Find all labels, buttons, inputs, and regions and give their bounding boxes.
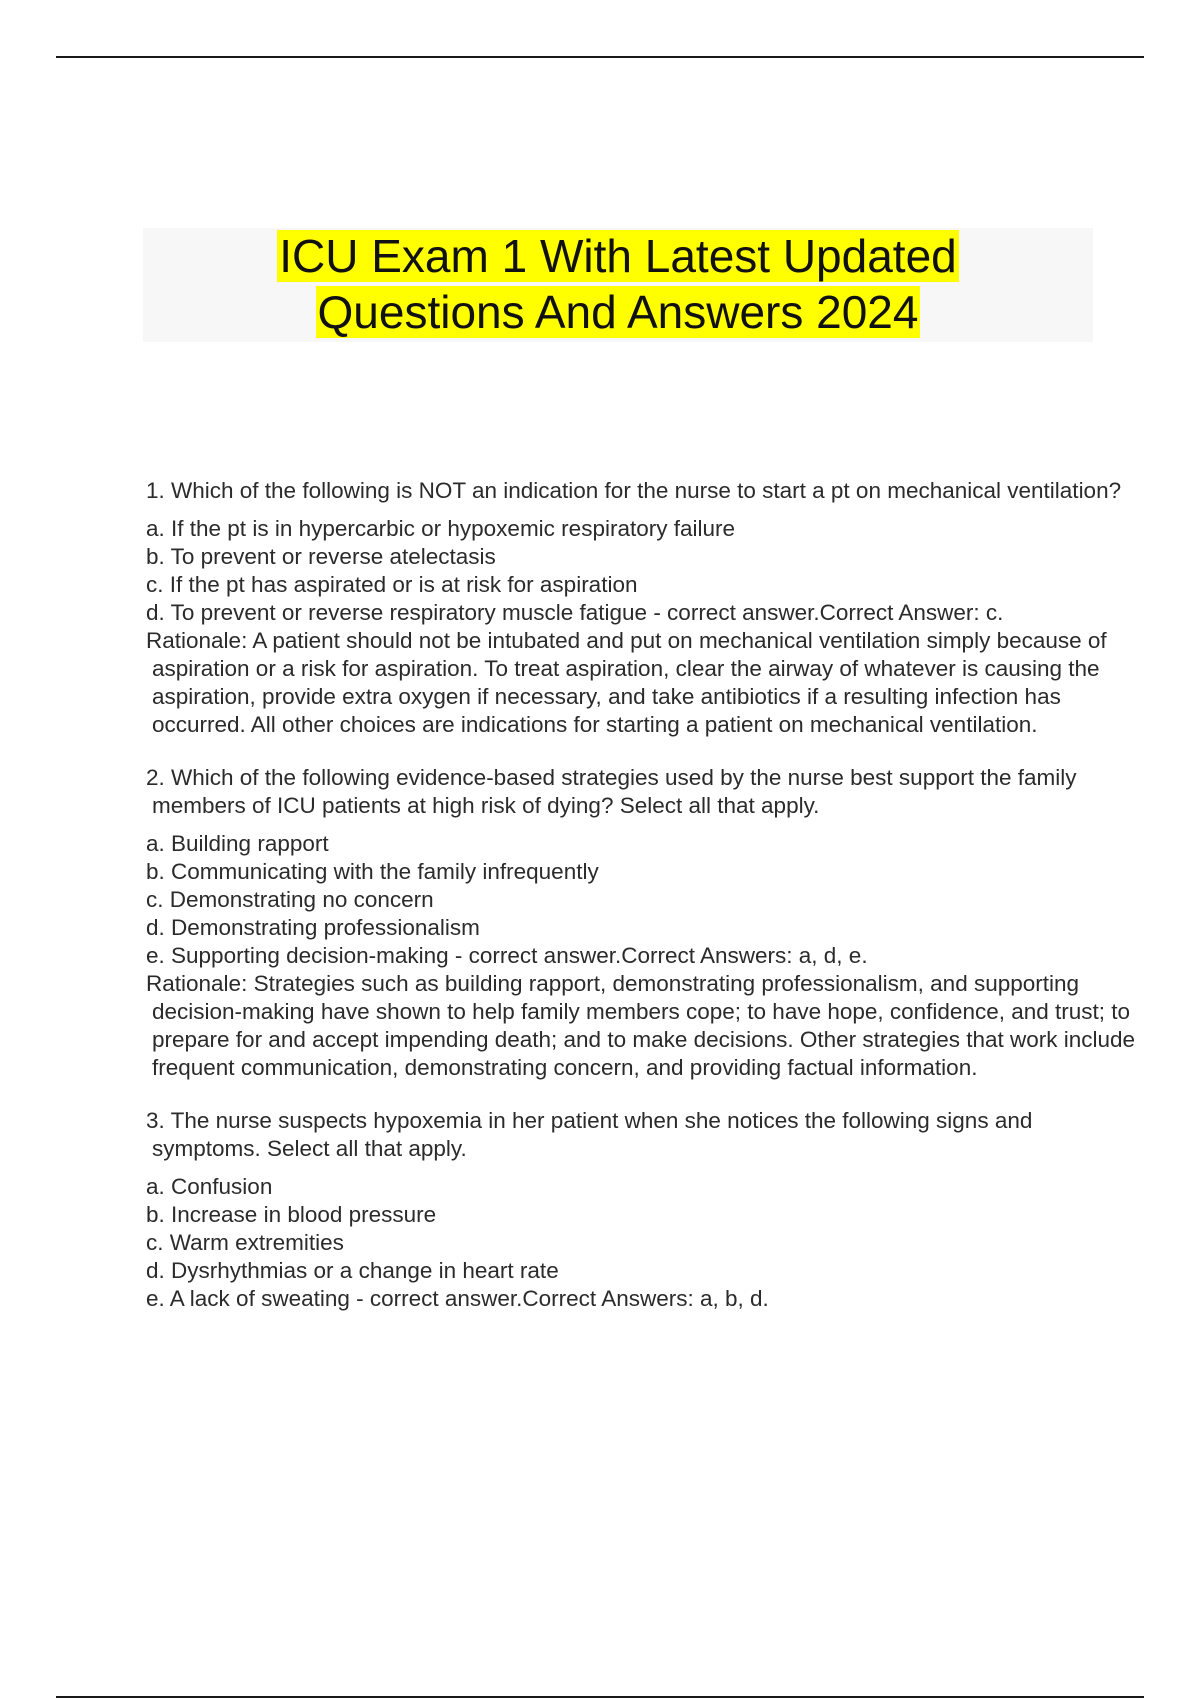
answer-option-c: c. If the pt has aspirated or is at risk for aspiration [146,572,638,597]
answer-option-d: d. Dysrhythmias or a change in heart rate [146,1258,559,1283]
questions-list [146,477,1146,1338]
answer-option-a: a. Building rapport [146,831,329,856]
answer-option-b: b. Increase in blood pressure [146,1202,437,1227]
answer-option-e: e. Supporting decision-making - correct answer.Correct Answers: a, d, e. [146,943,868,968]
answer-option-c: c. Demonstrating no concern [146,887,434,912]
answer-option-e: e. A lack of sweating - correct answer.Correct Answers: a, b, d. [146,1286,769,1311]
question-stem: 1. Which of the following is NOT an indication for the nurse to start a pt on mechanical ventilation? [146,478,1122,503]
answer-option-a: a. If the pt is in hypercarbic or hypoxemic respiratory failure [146,516,735,541]
answer-option-b: b. Communicating with the family infrequently [146,859,599,884]
answer-option-d: d. Demonstrating professionalism [146,915,480,940]
question-1 [146,477,1146,739]
answer-option-d: d. To prevent or reverse respiratory muscle fatigue - correct answer.Correct Answer: c. [146,600,1004,625]
rationale: Rationale: A patient should not be intubated and put on mechanical ventilation simply because of aspiration or a risk for aspiration. To treat aspiration, clear the airway of whatever is causing the aspiration, provide extra oxygen if necessary, and take antibiotics if a resulting infection has occurred. All other choices are indications for starting a patient on mechanical ventilation. [146,628,1107,737]
question-stem: 2. Which of the following evidence-based strategies used by the nurse best support the family members of ICU patients at high risk of dying? Select all that apply. [146,765,1077,818]
title-line-2: Questions And Answers 2024 [317,286,919,338]
answer-option-b: b. To prevent or reverse atelectasis [146,544,496,569]
top-rule [56,56,1144,58]
document-title [143,228,1093,340]
question-3 [146,1107,1146,1313]
question-2 [146,764,1146,1082]
answer-option-a: a. Confusion [146,1174,273,1199]
bottom-rule [56,1696,1144,1698]
rationale: Rationale: Strategies such as building rapport, demonstrating professionalism, and supporting decision-making have shown to help family members cope; to have hope, confidence, and trust; to prepare for and accept impending death; and to make decisions. Other strategies that work include frequent communication, demonstrating concern, and providing factual information. [146,971,1136,1080]
answer-option-c: c. Warm extremities [146,1230,344,1255]
title-line-1: ICU Exam 1 With Latest Updated [279,230,957,282]
question-stem: 3. The nurse suspects hypoxemia in her patient when she notices the following signs and symptoms. Select all that apply. [146,1108,1033,1161]
